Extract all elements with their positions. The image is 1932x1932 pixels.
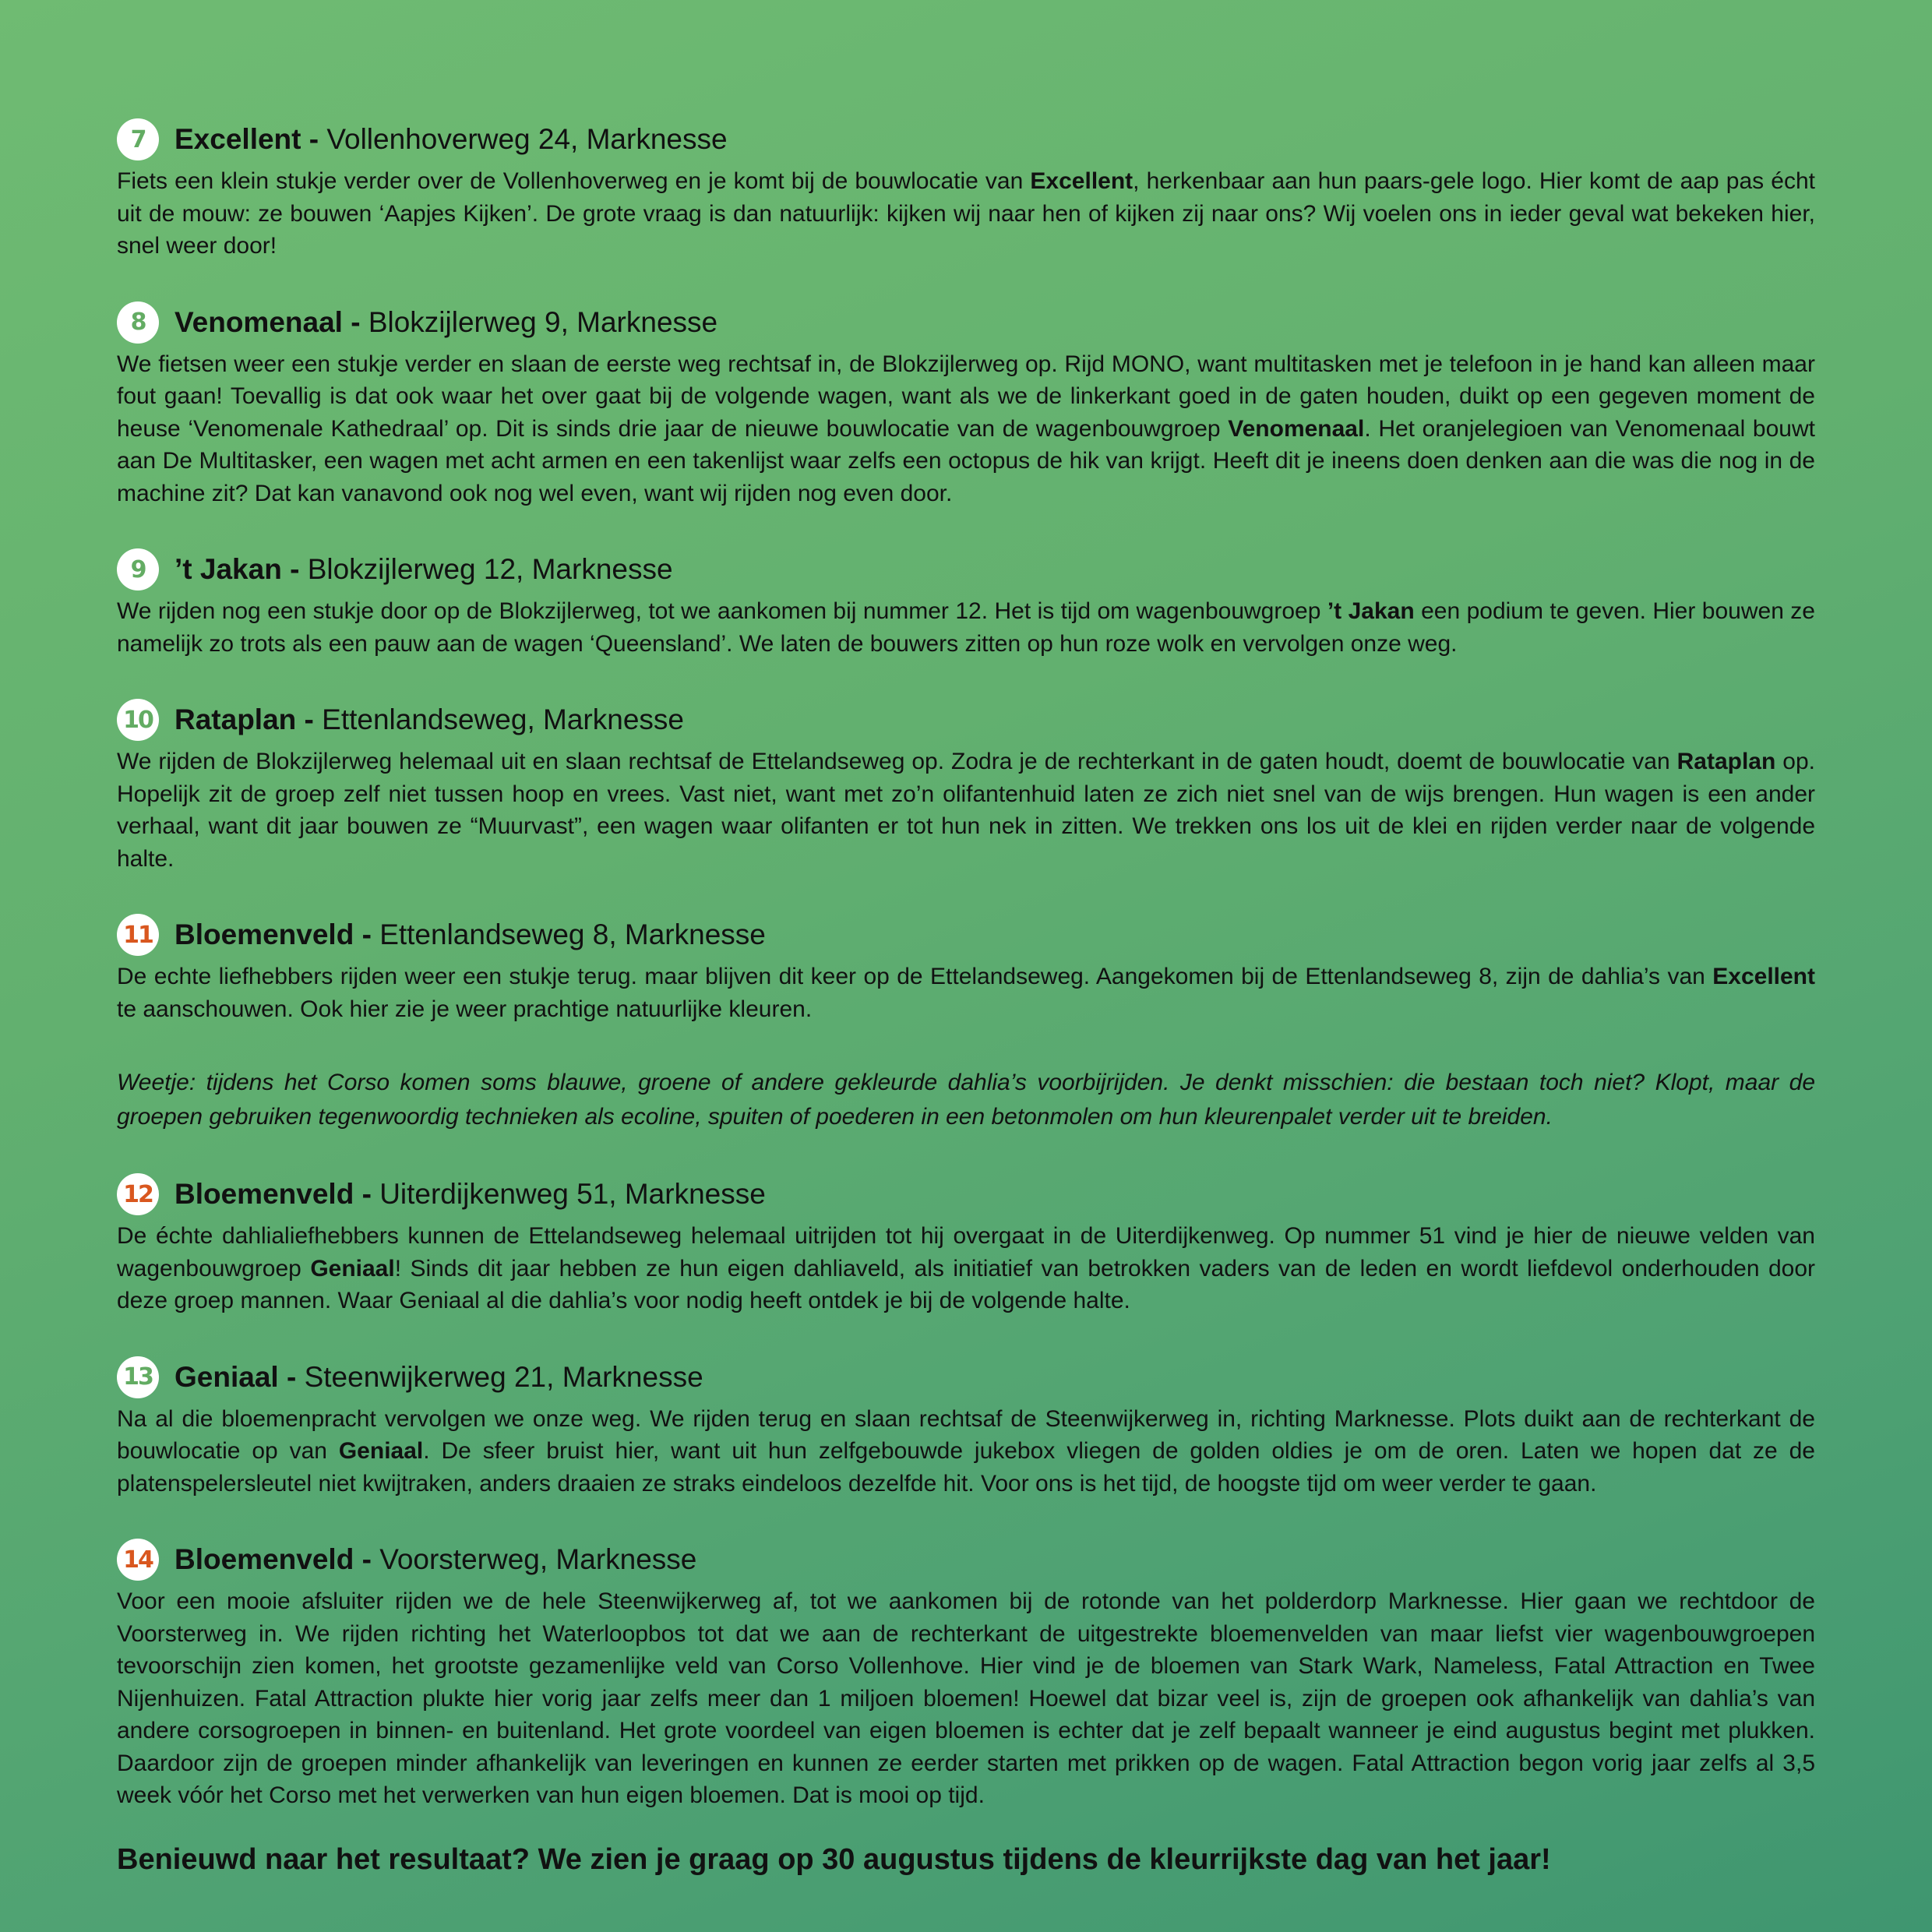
title-separator: - — [354, 918, 380, 950]
bold-group-name: Excellent — [1712, 964, 1815, 989]
stop-heading — [117, 1355, 1815, 1400]
stop-description — [117, 595, 1815, 660]
stop-name: Bloemenveld — [175, 918, 354, 950]
stop-address: Voorsterweg, Marknesse — [379, 1543, 697, 1575]
stop-title — [175, 1178, 766, 1211]
text-run: . De sfeer bruist hier, want uit hun zelfgebouwde jukebox vliegen de golden oldies je om de oren. Laten we hopen dat ze de platenspelersleutel niet kwijtraken, anders draaien ze straks eindeloos dezelfde hit. Voor ons is het tijd, de hoogste tijd om weer verder te gaan. — [117, 1438, 1815, 1497]
title-separator: - — [296, 703, 323, 735]
stop-number-badge: 13 — [117, 1356, 159, 1398]
bold-group-name: Geniaal — [310, 1255, 395, 1282]
stop-name: ’t Jakan — [175, 553, 282, 585]
text-run: De echte liefhebbers rijden weer een stukje terug. maar blijven dit keer op de Ettelandseweg. Aangekomen bij de Ettenlandseweg 8, zijn de dahlia’s van — [117, 964, 1713, 989]
stop-number-badge: 9 — [117, 548, 159, 591]
stop-address: Blokzijlerweg 12, Marknesse — [307, 553, 673, 585]
stop-number-badge: 7 — [117, 118, 159, 160]
page — [117, 117, 1815, 1877]
stop-number-badge: 8 — [117, 301, 159, 344]
stop-11 — [117, 912, 1815, 1134]
stop-10 — [117, 697, 1815, 875]
stop-title — [175, 553, 673, 586]
stop-number-badge: 10 — [117, 699, 159, 741]
text-run: We rijden nog een stukje door op de Blokzijlerweg, tot we aankomen bij nummer 12. Het is tijd om wagenbouwgroep — [117, 598, 1327, 624]
stop-number-badge: 11 — [117, 914, 159, 956]
stop-description — [117, 961, 1815, 1025]
stop-address: Vollenhoverweg 24, Marknesse — [326, 123, 728, 155]
text-run: een podium te geven. Hier bouwen ze namelijk zo trots als een pauw aan de wagen ‘Queensland’. We laten de bouwers zitten op hun roze wolk en vervolgen onze weg. — [117, 598, 1815, 657]
bold-group-name: ’t Jakan — [1327, 598, 1415, 624]
stop-heading — [117, 1537, 1815, 1582]
stop-address: Uiterdijkenweg 51, Marknesse — [379, 1178, 766, 1210]
stop-heading — [117, 117, 1815, 162]
stop-address: Steenwijkerweg 21, Marknesse — [304, 1360, 703, 1393]
text-run: . Het oranjelegioen van Venomenaal bouwt aan De Multitasker, een wagen met acht armen en een takenlijst waar zelfs een octopus de hik van krijgt. Heeft dit je ineens doen denken aan die was die nog in de machine zit? Dat kan vanavond ook nog wel even, want wij rijden nog even door. — [117, 415, 1815, 506]
stop-title — [175, 918, 766, 951]
closing-statement: Benieuwd naar het resultaat? We zien je graag op 30 augustus tijdens de kleurrijkste dag van het jaar! — [117, 1842, 1551, 1876]
stop-name: Venomenaal — [175, 305, 343, 338]
text-run: op. Hopelijk zit de groep zelf niet tussen hoop en vrees. Vast niet, want met zo’n olifantenhuid laten ze zich niet snel van de wijs brengen. Hun wagen is een ander verhaal, want dit jaar bouwen ze “Muurvast”, een wagen waar olifanten er tot hun nek in zitten. We trekken ons los uit de klei en rijden verder naar de volgende halte. — [117, 749, 1815, 872]
stop-description — [117, 1403, 1815, 1500]
stop-7 — [117, 117, 1815, 263]
stop-8 — [117, 300, 1815, 510]
stop-14 — [117, 1537, 1815, 1812]
bold-group-name: Rataplan — [1676, 749, 1776, 774]
stop-heading — [117, 300, 1815, 345]
stop-heading — [117, 912, 1815, 957]
text-run: , herkenbaar aan hun paars-gele logo. Hier komt de aap pas écht uit de mouw: ze bouwen ‘Aapjes Kijken’. De grote vraag is dan natuurlijk: kijken wij naar hen of kijken zij naar ons? Wij voelen ons in ieder geval wat bekeken hier, snel weer door! — [117, 168, 1816, 259]
stop-12 — [117, 1172, 1815, 1317]
bold-group-name: Excellent — [1030, 168, 1133, 194]
stop-address: Ettenlandseweg, Marknesse — [322, 703, 684, 735]
stop-title — [175, 703, 684, 736]
title-separator: - — [281, 553, 308, 585]
stop-9 — [117, 547, 1815, 660]
stop-name: Bloemenveld — [175, 1543, 354, 1575]
text-run: De échte dahlialiefhebbers kunnen de Ettelandseweg helemaal uitrijden tot hij overgaat in de Uiterdijkenweg. Op nummer 51 vind je hier de nieuwe velden van wagenbouwgroep — [117, 1223, 1815, 1282]
stop-heading — [117, 697, 1815, 742]
stop-number-badge: 14 — [117, 1539, 159, 1581]
title-separator: - — [354, 1543, 380, 1575]
bold-group-name: Venomenaal — [1228, 415, 1365, 442]
text-run: We rijden de Blokzijlerweg helemaal uit en slaan rechtsaf de Ettelandseweg op. Zodra je de rechterkant in de gaten houdt, doemt de bouwlocatie van — [117, 749, 1677, 774]
title-separator: - — [354, 1178, 380, 1210]
stop-name: Rataplan — [175, 703, 297, 735]
stop-description — [117, 165, 1815, 263]
stop-13 — [117, 1355, 1815, 1500]
stop-name: Geniaal — [175, 1360, 279, 1393]
stop-description — [117, 348, 1815, 510]
text-run: te aanschouwen. Ook hier zie je weer prachtige natuurlijke kleuren. — [117, 996, 813, 1022]
fun-fact-note: Weetje: tijdens het Corso komen soms blauwe, groene of andere gekleurde dahlia’s voorbijrijden. Je denkt misschien: die bestaan toch niet? Klopt, maar de groepen gebruiken tegenwoordig technieken als ecoline, spuiten of poederen in een betonmolen om hun kleurenpalet verder uit te breiden. — [117, 1070, 1815, 1130]
stop-title — [175, 1543, 696, 1576]
stop-name: Bloemenveld — [175, 1178, 354, 1210]
stop-heading — [117, 1172, 1815, 1217]
text-run: Na al die bloemenpracht vervolgen we onze weg. We rijden terug en slaan rechtsaf de Steenwijkerweg in, richting Marknesse. Plots duikt aan de rechterkant de bouwlocatie op van — [117, 1405, 1815, 1464]
text-run: Voor een mooie afsluiter rijden we de hele Steenwijkerweg af, tot we aankomen bij de rotonde van het polderdorp Marknesse. Hier gaan we rechtdoor de Voorsterweg in. We rijden richting het Waterloopbos tot dat we aan de rechterkant de uitgestrekte bloemenvelden van maar liefst vier wagenbouwgroepen tevoorschijn zien komen, het grootste gezamenlijke veld van Corso Vollenhove. Hier vind je de bloemen van Stark Wark, Nameless, Fatal Attraction en Twee Nijenhuizen. Fatal Attraction plukte hier vorig jaar zelfs meer dan 1 miljoen bloemen! Hoewel dat bizar veel is, zijn de groepen ook afhankelijk van dahlia’s van andere corsogroepen in binnen- en buitenland. Het grote voordeel van eigen bloemen is echter dat je zelf bepaalt wanneer je eind augustus begint met plukken. Daardoor zijn de groepen minder afhankelijk van leveringen en kunnen ze eerder starten met prikken op de wagen. Fatal Attraction begon vorig jaar zelfs al 3,5 week vóór het Corso met het verwerken van hun eigen bloemen. Dat is mooi op tijd. — [117, 1588, 1815, 1808]
stop-description — [117, 746, 1815, 875]
stop-number-badge: 12 — [117, 1173, 159, 1215]
title-separator: - — [342, 305, 368, 338]
text-run: ! Sinds dit jaar hebben ze hun eigen dahliaveld, als initiatief van betrokken vaders van de leden en wordt liefdevol onderhouden door deze groep mannen. Waar Geniaal al die dahlia’s voor nodig heeft ontdek je bij de volgende halte. — [117, 1255, 1816, 1313]
text-run: We fietsen weer een stukje verder en slaan de eerste weg rechtsaf in, de Blokzijlerweg op. Rijd MONO, want multitasken met je telefoon in je hand kan alleen maar fout gaan! Toevallig is dat ook waar het over gaat bij de volgende wagen, want als we de linkerkant goed in de gaten houden, duikt op een gegeven moment de heuse ‘Venomenale Kathedraal’ op. Dit is sinds drie jaar de nieuwe bouwlocatie van de wagenbouwgroep — [117, 351, 1815, 442]
title-separator: - — [301, 123, 327, 155]
stop-description — [117, 1220, 1815, 1317]
stop-description — [117, 1585, 1815, 1812]
stop-heading — [117, 547, 1815, 592]
stop-title — [175, 1361, 703, 1394]
stop-title — [175, 306, 717, 339]
stop-address: Ettenlandseweg 8, Marknesse — [379, 918, 766, 950]
bold-group-name: Geniaal — [338, 1438, 424, 1464]
title-separator: - — [278, 1360, 305, 1393]
text-run: Fiets een klein stukje verder over de Vollenhoverweg en je komt bij de bouwlocatie van — [117, 168, 1031, 194]
stop-name: Excellent — [175, 123, 301, 155]
stop-address: Blokzijlerweg 9, Marknesse — [368, 305, 718, 338]
stop-title — [175, 123, 728, 156]
